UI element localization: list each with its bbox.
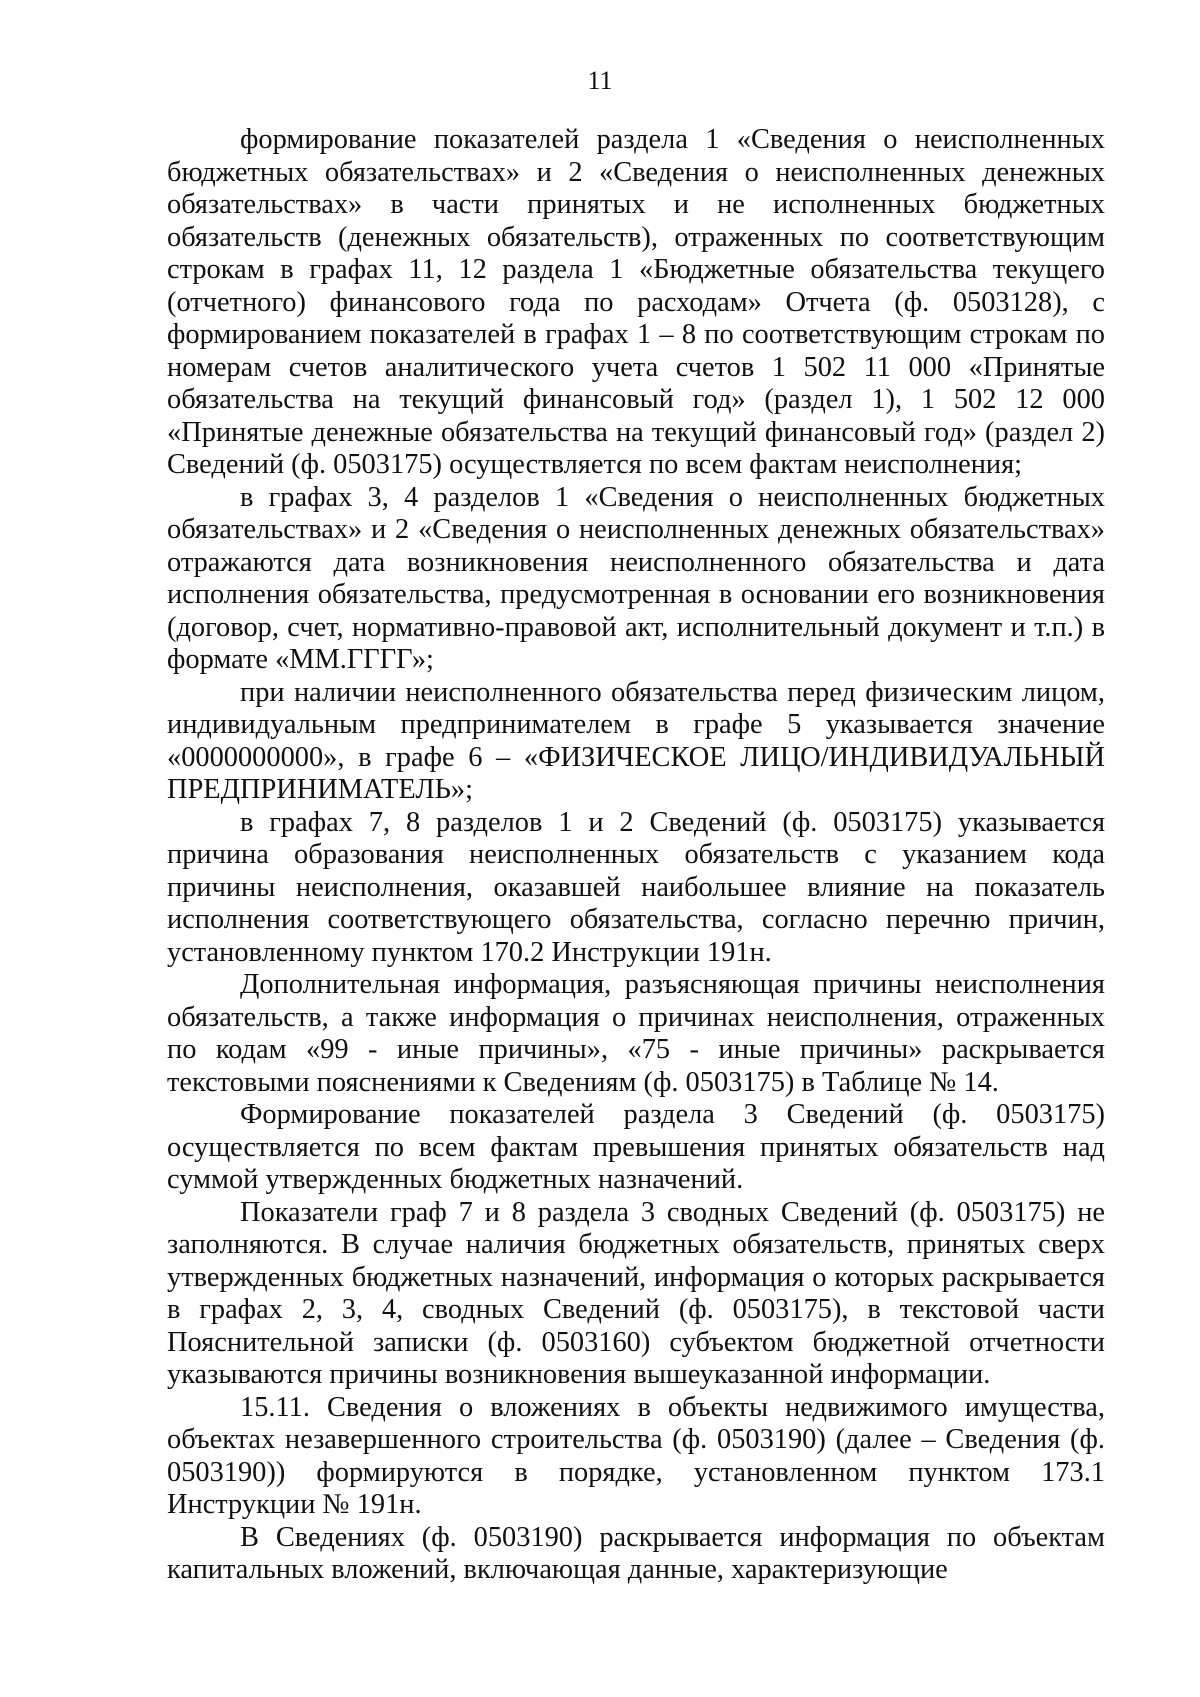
paragraph: при наличии неисполненного обязательства перед физическим лицом, индивидуальным предпринимателем в графе 5 указывается значение «0000000000», в графе 6 – «ФИЗИЧЕСКОЕ ЛИЦО/ИНДИВИДУАЛЬНЫЙ ПРЕДПРИНИМАТЕЛЬ»; [167,676,1105,805]
document-body [167,124,1105,1587]
paragraph: В Сведениях (ф. 0503190) раскрывается информация по объектам капитальных вложений, включающая данные, характеризующие [167,1521,1105,1585]
paragraph: Дополнительная информация, разъясняющая причины неисполнения обязательств, а также информация о причинах неисполнения, отраженных по кодам «99 - иные причины», «75 - иные причины» раскрывается текстовыми пояснениями к Сведениям (ф. 0503175) в Таблице № 14. [167,969,1105,1098]
paragraph: 15.11. Сведения о вложениях в объекты недвижимого имущества, объектах незавершенного строительства (ф. 0503190) (далее – Сведения (ф. 0503190)) формируются в порядке, установленном пунктом 173.1 Инструкции № 191н. [167,1391,1105,1520]
paragraph: Формирование показателей раздела 3 Сведений (ф. 0503175) осуществляется по всем фактам превышения принятых обязательств над суммой утвержденных бюджетных назначений. [167,1099,1105,1195]
paragraph: в графах 7, 8 разделов 1 и 2 Сведений (ф. 0503175) указывается причина образования неисполненных обязательств с указанием кода причины неисполнения, оказавшей наибольшее влияние на показатель исполнения соответствующего обязательства, согласно перечню причин, установленному пунктом 170.2 Инструкции 191н. [167,806,1105,968]
page-number: 11 [587,66,613,95]
paragraph: формирование показателей раздела 1 «Сведения о неисполненных бюджетных обязательствах» и 2 «Сведения о неисполненных денежных обязательствах» в части принятых и не исполненных бюджетных обязательств (денежных обязательств), отраженных по соответствующим строкам в графах 11, 12 раздела 1 «Бюджетные обязательства текущего (отчетного) финансового года по расходам» Отчета (ф. 0503128), с формированием показателей в графах 1 – 8 по соответствующим строкам по номерам счетов аналитического учета счетов 1 502 11 000 «Принятые обязательства на текущий финансовый год» (раздел 1), 1 502 12 000 «Принятые денежные обязательства на текущий финансовый год» (раздел 2) Сведений (ф. 0503175) осуществляется по всем фактам неисполнения; [167,124,1105,480]
paragraph: Показатели граф 7 и 8 раздела 3 сводных Сведений (ф. 0503175) не заполняются. В случае наличия бюджетных обязательств, принятых сверх утвержденных бюджетных назначений, информация о которых раскрывается в графах 2, 3, 4, сводных Сведений (ф. 0503175), в текстовой части Пояснительной записки (ф. 0503160) субъектом бюджетной отчетности указываются причины возникновения вышеуказанной информации. [167,1196,1105,1390]
paragraph: в графах 3, 4 разделов 1 «Сведения о неисполненных бюджетных обязательствах» и 2 «Сведения о неисполненных денежных обязательствах» отражаются дата возникновения неисполненного обязательства и дата исполнения обязательства, предусмотренная в основании его возникновения (договор, счет, нормативно-правовой акт, исполнительный документ и т.п.) в формате «ММ.ГГГГ»; [167,481,1105,675]
